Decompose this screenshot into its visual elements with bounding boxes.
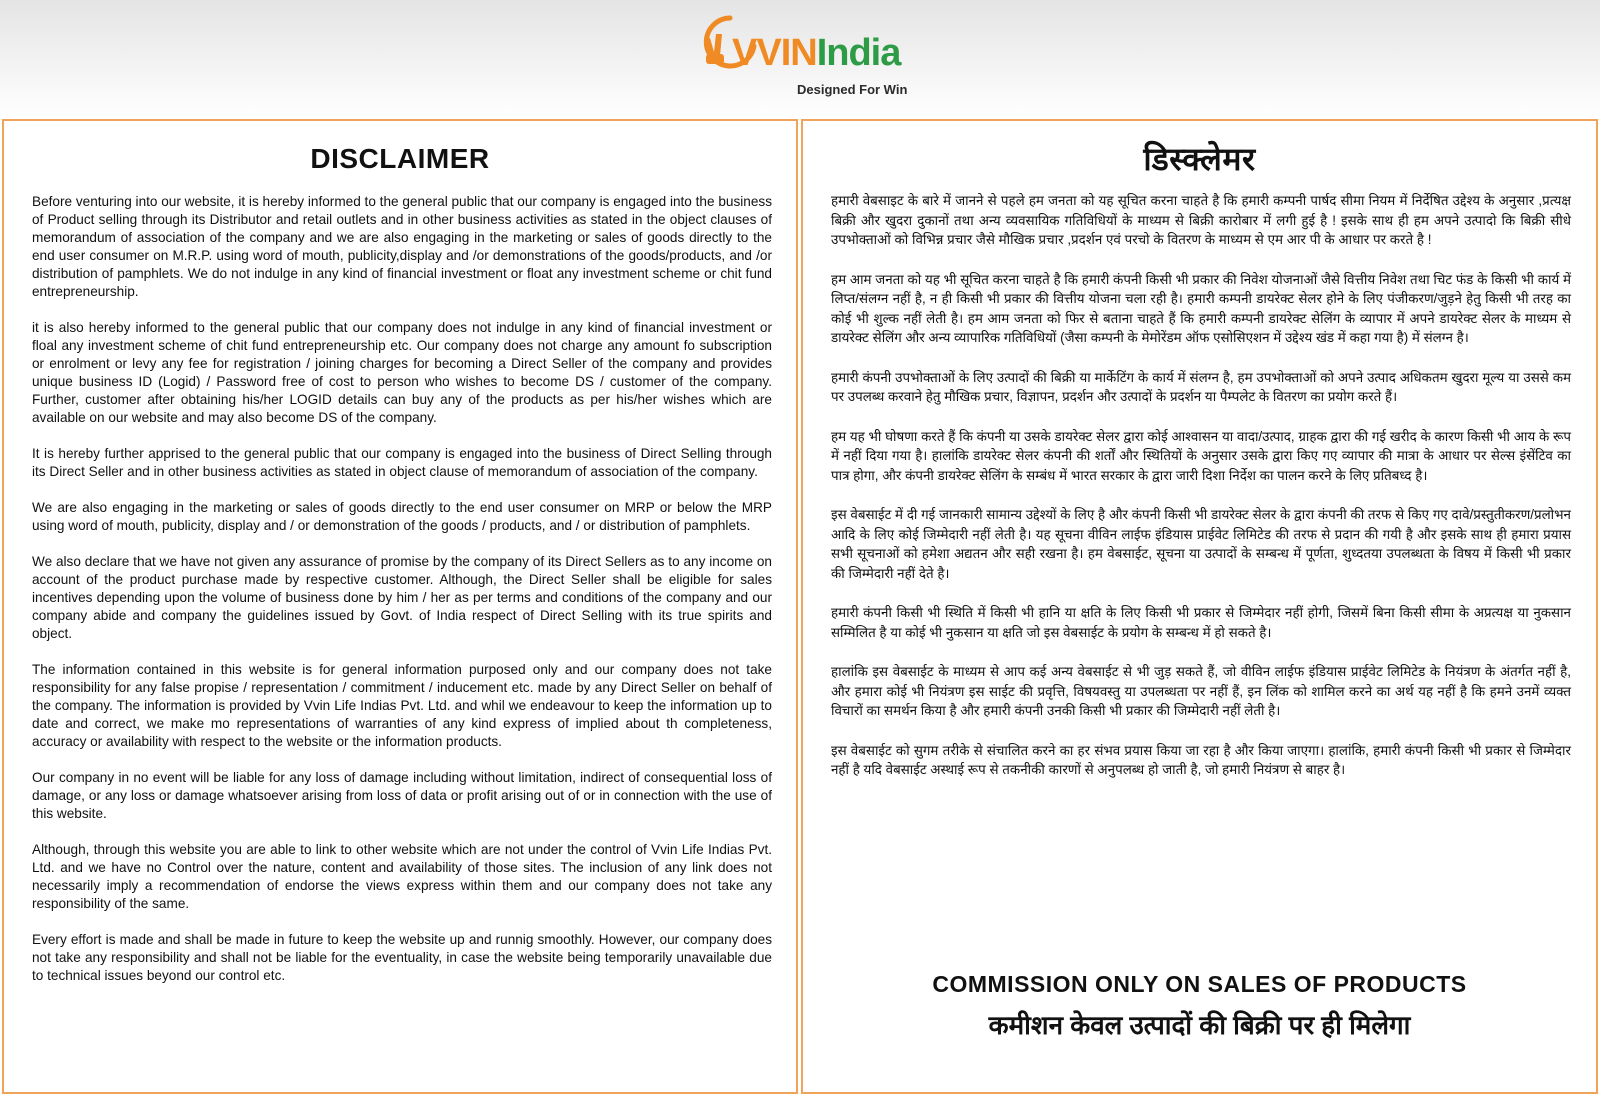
english-disclaimer-body [32,193,772,1003]
english-disclaimer-panel [2,119,798,1094]
header-bar [0,0,1600,118]
english-paragraph: It is hereby further apprised to the general public that our company is engaged into the business of Direct Selling through its Direct Seller and in other business activities as stated in object clause of memorandum of association of the company. [32,446,772,479]
english-paragraph: We also declare that we have not given any assurance of promise by the company of its Direct Sellers as to any income on account of the product purchase made by respective customer. Although, the Direct Seller shall be eligible for sales incentives depending upon the volume of business done by him / her as per terms and conditions of the company and our company abide and company the guidelines issued by Govt. of India respect of Direct Selling with its true spirits and object. [32,554,772,641]
logo-vvin-text: VVIN [732,32,817,74]
english-paragraph: Our company in no event will be liable for any loss of damage including without limitation, indirect of consequential loss of damage, or any loss or damage whatsoever arising from loss of data or profit arising out of or in connection with the use of this website. [32,770,772,821]
english-paragraph: it is also hereby informed to the general public that our company does not indulge in any kind of financial investment or floal any investment scheme of chit fund entrepreneurship etc. Our company does not charge any amount fo subscription or enrolment or levy any fee for registration / joining charges for becoming a Direct Seller of the company and provides unique business ID (Logid) / Password free of cost to person who wishes to become DS / customer of the company. Further, customer after obtaining his/her LOGID details can buy any of the products as per his/her wishes which are available on our website and may also become DS of the company. [32,320,772,425]
hindi-paragraph: हम यह भी घोषणा करते हैं कि कंपनी या उसके डायरेक्ट सेलर द्वारा कोई आश्वासन या वादा/उत्पाद, ग्राहक द्वारा की गई खरीद के कारण किसी भी आय के रूप में नहीं दिया गया है। हालांकि डायरेक्ट सेलर कंपनी की शर्तों और स्थितियों के अनुसार उसके द्वारा किए गए व्यापार की मात्रा के आधार पर सेल्स इंसेंटिव का पात्र होगा, और कंपनी डायरेक्ट सेलिंग के सम्बंध में भारत सरकार के द्वारा जारी दिशा निर्देश का पालन करने के लिए प्रतिबध्द है। [831,428,1571,483]
hindi-paragraph: हम आम जनता को यह भी सूचित करना चाहते है कि हमारी कंपनी किसी भी प्रकार की निवेश योजनाओं जैसे वित्तीय निवेश तथा चिट फंड के किसी भी कार्य में लिप्त/संलग्न नहीं है, न ही किसी भी प्रकार की वित्तीय योजना चला रही है। हमारी कम्पनी डायरेक्ट सेलर होने के लिए पंजीकरण/जुड़ने हेतु किसी भी तरह का कोई भी शुल्क नहीं लेती है। हम आम जनता को फिर से बताना चाहते हैं कि हमारी कम्पनी डायरेक्ट सेलिंग के व्यापार में अपने डायरेक्ट सेलर के माध्यम से डायरेक्ट सेलिंग और अन्य व्यापारिक गतिविधियों (जैसा कम्पनी के मेमोरेंडम ऑफ एसोसिएशन में उद्देश्य खंड में कहा गया है) में संलग्न है। [831,271,1571,345]
hindi-paragraph: इस वेबसाईट में दी गई जानकारी सामान्य उद्देश्यों के लिए है और कंपनी किसी भी डायरेक्ट सेलर के द्वारा कंपनी की तरफ से किए गए दावे/प्रस्तुतीकरण/प्रलोभन आदि के लिए कोई जिम्मेदारी नहीं लेती है। यह सूचना वीविन लाईफ इंडियास प्राईवेट लिमिटेड की तरफ से प्रदान की गयी है और इसके साथ ही हमारा प्रयास सभी सूचनाओं को हमेशा अद्यतन और सही रखना है। हम वेबसाईट, सूचना या उत्पादों के सम्बन्ध में पूर्णता, शुध्दतया उपलब्धता के विषय में किसी भी प्रकार की जिम्मेदारी नहीं देते है। [831,507,1571,581]
hindi-paragraph: हमारी कंपनी उपभोक्ताओं के लिए उत्पादों की बिक्री या मार्केटिंग के कार्य में संलग्न है, हम उपभोक्ताओं को अपने उत्पाद अधिकतम खुदरा मूल्य या उससे कम पर उपलब्ध करवाने हेतु मौखिक प्रचार, विज्ञापन, प्रदर्शन और उत्पादों के प्रदर्शन या पैम्पलेट के वितरण का प्रयोग करते हैं। [831,369,1571,404]
hindi-disclaimer-body [831,191,1571,800]
hindi-paragraph: हमारी कंपनी किसी भी स्थिति में किसी भी हानि या क्षति के लिए किसी भी प्रकार से जिम्मेदार नहीं होगी, जिसमें बिना किसी सीमा के अप्रत्यक्ष या नुकसान सम्मिलित है या कोई भी नुकसान या क्षति जो इस वेबसाईट के प्रयोग के सम्बन्ध में हो सकते है। [831,605,1571,640]
hindi-disclaimer-panel [801,119,1598,1094]
english-disclaimer-title: DISCLAIMER [310,143,490,174]
commission-notice-english: COMMISSION ONLY ON SALES OF PRODUCTS [932,971,1467,997]
commission-notice [803,971,1596,1042]
hindi-paragraph: इस वेबसाईट को सुगम तरीके से संचालित करने का हर संभव प्रयास किया जा रहा है और किया जाएगा। हालांकि, हमारी कंपनी किसी भी प्रकार से जिम्मेदार नहीं है यदि वेबसाईट अस्थाई रूप से तकनीकी कारणों से अनुपलब्ध हो जाती है, जो हमारी नियंत्रण से बाहर है। [831,742,1571,777]
vvin-india-logo[interactable] [700,10,910,110]
hindi-paragraph: हालांकि इस वेबसाईट के माध्यम से आप कई अन्य वेबसाईट से भी जुड़ सकते हैं, जो वीविन लाईफ इंडियास प्राईवेट लिमिटेड के नियंत्रण के अंतर्गत नहीं है, और हमारा कोई भी नियंत्रण इस साईट की प्रवृत्ति, विषयवस्तु या उपलब्धता पर नहीं हैं, इन लिंक को शामिल करने का अर्थ यह नहीं है कि हमने उनमें व्यक्त विचारों का समर्थन किया है और हमारी कंपनी उनकी किसी भी प्रकार की जिम्मेदारी नहीं लेती है। [831,664,1571,718]
hindi-paragraph: हमारी वेबसाइट के बारे में जानने से पहले हम जनता को यह सूचित करना चाहते है कि हमारी कम्पनी पार्षद सीमा नियम में निर्देषित उद्देश्य के अनुसार ,प्रत्यक्ष बिक्री और खुदरा दुकानों तथा अन्य व्यवसायिक गतिविधियों के माध्यम से बिक्री कारोबार में लगी हुई है ! इसके साथ ही हम अपने उत्पादो कि बिक्री सीधे उपभोक्ताओं को विभिन्न प्रचार जैसे मौखिक प्रचार ,प्रदर्शन एवं परचो के वितरण के माध्यम से एम आर पी के आधार पर करते है ! [831,193,1571,247]
logo-india-text: India [816,32,901,74]
english-paragraph: Although, through this website you are able to link to other website which are not under the control of Vvin Life Indias Pvt. Ltd. and we have no Control over the nature, content and availability of those sites. The inclusion of any link does not necessarily imply a recommendation of endorse the views express within them and our company does not take any responsibility of the same. [32,842,772,911]
commission-notice-hindi: कमीशन केवल उत्पादों की बिक्री पर ही मिलेगा [988,1010,1411,1040]
hindi-disclaimer-title: डिस्क्लेमर [1143,141,1256,177]
logo-wordmark [732,32,900,75]
logo-tagline: Designed For Win [797,82,908,97]
english-paragraph: Before venturing into our website, it is hereby informed to the general public that our company is engaged into the business of Product selling through its Distributor and retail outlets and in other business activities as stated in the object clauses of memorandum of association of the company and we are also engaging in the marketing or sales of goods directly to the end user consumer on M.R.P. using word of mouth, publicity,display and /or demonstrations of the goods/products, and /or distribution of pamphlets. We do not indulge in any kind of financial investment or float any investment scheme or chit fund entrepreneurship. [32,194,772,299]
english-paragraph: The information contained in this website is for general information purposed only and our company does not take responsibility for any false propise / representation / commitment / inducement etc. made by any Direct Seller on behalf of the company. The information is provided by Vvin Life Indias Pvt. Ltd. and whil we endeavour to keep the information up to date and correct, we make mo representations of warranties of any kind express of implied about th completeness, accuracy or availability with respect to the website or the information products. [32,662,772,749]
english-paragraph: We are also engaging in the marketing or sales of goods directly to the end user consumer on MRP or below the MRP using word of mouth, publicity, display and / or demonstration of the goods / products, and / or distribution of pamphlets. [32,500,772,533]
english-paragraph: Every effort is made and shall be made in future to keep the website up and runnig smoothly. However, our company does not take any responsibility and shall not be liable for the eventuality, in case the website being temporarily unavailable due to technical issues beyond our control etc. [32,932,772,983]
